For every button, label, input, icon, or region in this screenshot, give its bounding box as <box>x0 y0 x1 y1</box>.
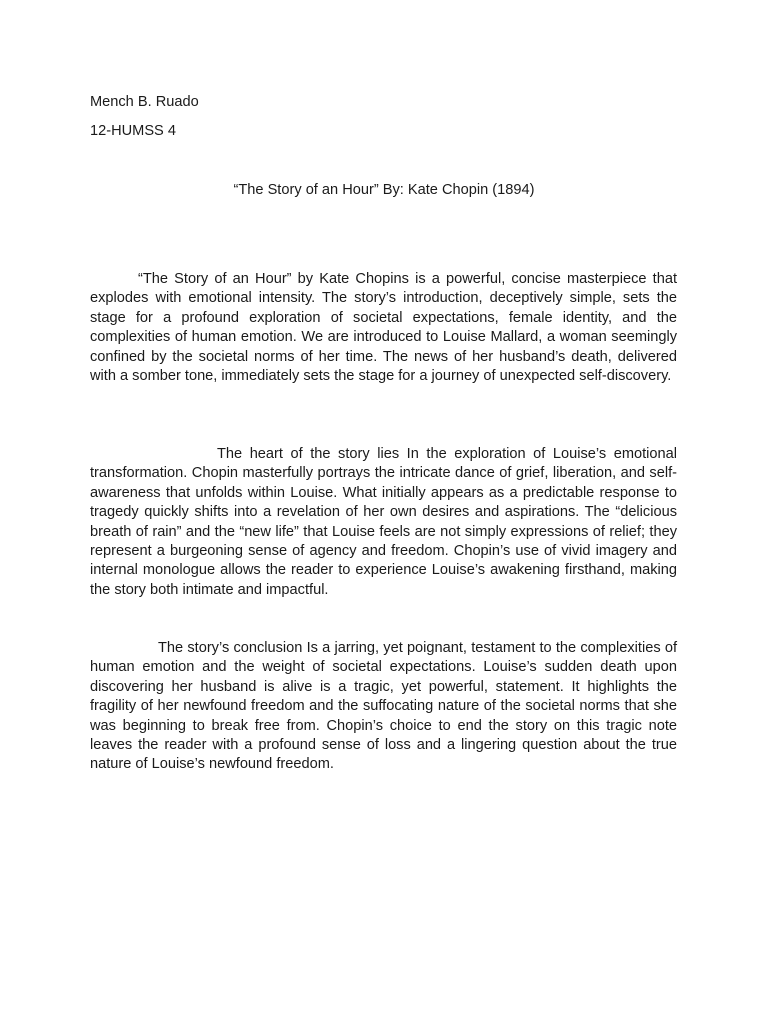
paragraph-introduction: “The Story of an Hour” by Kate Chopins is a powerful, concise masterpiece that explodes with emotional intensity. The story’s introduction, deceptively simple, sets the stage for a profound exploration of societal expectations, female identity, and the complexities of human emotion. We are introduced to Louise Mallard, a woman seemingly confined by the societal norms of her time. The news of her husband’s death, delivered with a somber tone, immediately sets the stage for a journey of unexpected self-discovery. <box>90 271 677 385</box>
paragraph-conclusion: The story’s conclusion Is a jarring, yet poignant, testament to the complexities of human emotion and the weight of societal expectations. Louise’s sudden death upon discovering her husband is alive is a tragic, yet powerful, statement. It highlights the fragility of her newfound freedom and the suffocating nature of the societal norms that she was beginning to break free from. Chopin’s choice to end the story on this tragic note leaves the reader with a profound sense of loss and a lingering question about the true nature of Louise’s newfound freedom. <box>90 640 677 773</box>
paragraph-body: The heart of the story lies In the exploration of Louise’s emotional transformation. Chopin masterfully portrays the intricate dance of grief, liberation, and self-awareness that unfolds within Louise. What initially appears as a predictable response to tragedy quickly shifts into a revelation of her own desires and aspirations. The “delicious breath of rain” and the “new life” that Louise feels are not simply expressions of relief; they represent a burgeoning sense of agency and freedom. Chopin’s use of vivid imagery and internal monologue allows the reader to experience Louise’s awakening firsthand, making the story both intimate and impactful. <box>90 446 677 598</box>
author-name: Mench B. Ruado <box>90 94 199 110</box>
class-section: 12-HUMSS 4 <box>90 123 176 139</box>
essay-title: “The Story of an Hour” By: Kate Chopin (1894) <box>233 182 535 198</box>
